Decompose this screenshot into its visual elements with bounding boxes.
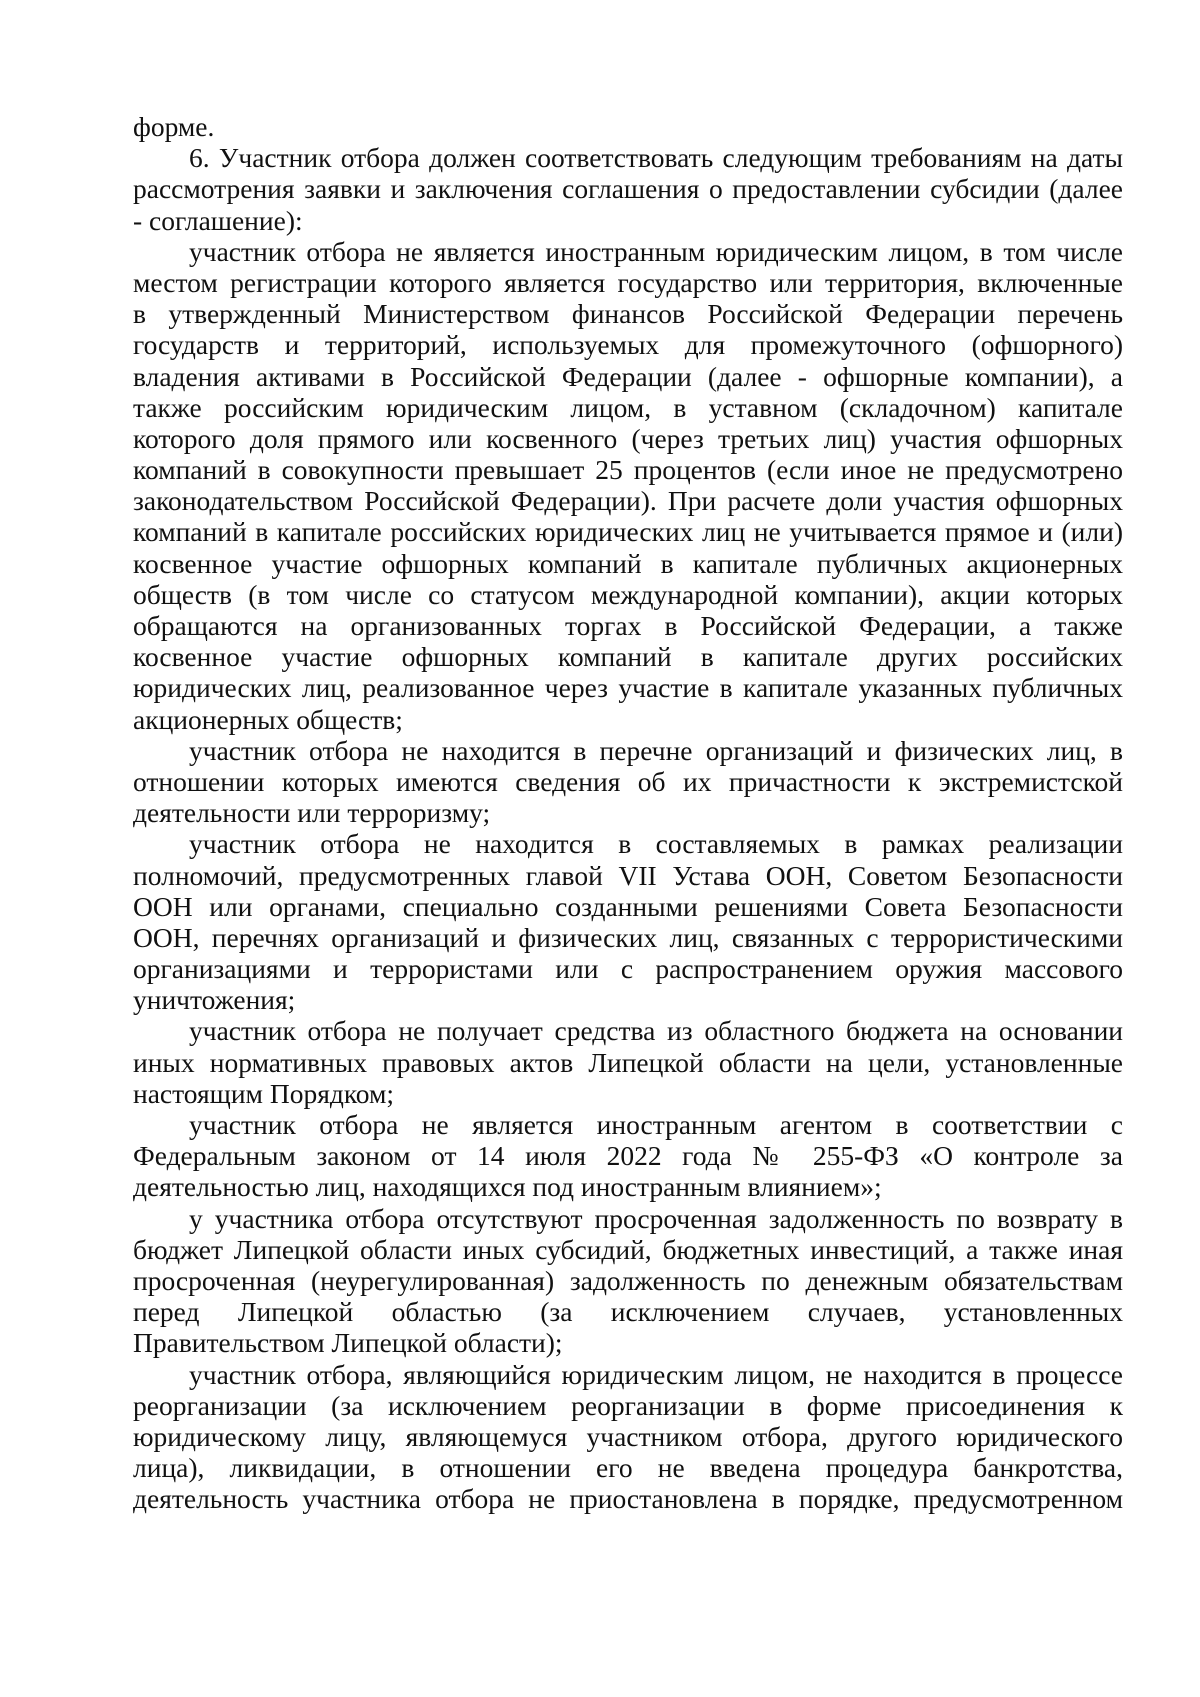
text-line: деятельности или терроризму; <box>133 797 491 829</box>
text-line: форме. <box>133 111 215 142</box>
text-line: компаний в капитале российских юридических лиц не учитывается прямое и (или) <box>133 516 1123 548</box>
text-line: акционерных обществ; <box>133 703 403 735</box>
text-line: участник отбора не получает средства из областного бюджета на основании <box>189 1015 1123 1047</box>
text-line: участник отбора не является иностранным юридическим лицом, в том числе <box>189 235 1123 267</box>
text-line: Федеральным законом от 14 июля 2022 года № 255-ФЗ «О контроле за <box>133 1140 1123 1172</box>
text-line: обращаются на организованных торгах в Российской Федерации, а также <box>133 610 1123 641</box>
text-line: рассмотрения заявки и заключения соглашения о предоставлении субсидии (далее <box>133 173 1123 205</box>
text-line: лица), ликвидации, в отношении его не введена процедура банкротства, <box>133 1452 1123 1484</box>
text-line: деятельность участника отбора не приостановлена в порядке, предусмотренном <box>133 1483 1123 1515</box>
text-line: юридических лиц, реализованное через участие в капитале указанных публичных <box>133 672 1123 704</box>
text-line: ООН или органами, специально созданными решениями Совета Безопасности <box>133 890 1123 922</box>
text-line: просроченная (неурегулированная) задолженность по денежным обязательствам <box>133 1264 1123 1296</box>
text-line: бюджет Липецкой области иных субсидий, бюджетных инвестиций, а также иная <box>133 1233 1123 1265</box>
text-line: косвенное участие офшорных компаний в капитале публичных акционерных <box>133 547 1123 579</box>
text-line: также российским юридическим лицом, в уставном (складочном) капитале <box>133 391 1123 423</box>
text-line: у участника отбора отсутствуют просроченная задолженность по возврату в <box>189 1202 1123 1234</box>
text-line: перед Липецкой областью (за исключением случаев, установленных <box>133 1296 1123 1328</box>
text-line: государств и территорий, используемых для промежуточного (офшорного) <box>133 329 1123 361</box>
text-line: отношении которых имеются сведения об их причастности к экстремистской <box>133 765 1123 797</box>
document-page <box>133 111 1123 1514</box>
text-line: деятельностью лиц, находящихся под иностранным влиянием»; <box>133 1171 882 1203</box>
text-line: участник отбора не находится в перечне организаций и физических лиц, в <box>189 734 1123 766</box>
text-line: уничтожения; <box>133 984 296 1016</box>
text-line: местом регистрации которого является государство или территория, включенные <box>133 266 1123 298</box>
text-line: участник отбора, являющийся юридическим лицом, не находится в процессе <box>189 1358 1123 1390</box>
text-line: организациями и террористами или с распространением оружия массового <box>133 953 1123 985</box>
text-line: 6. Участник отбора должен соответствовать следующим требованиям на даты <box>189 142 1123 174</box>
text-line: законодательством Российской Федерации). При расчете доли участия офшорных <box>133 485 1123 517</box>
text-line: настоящим Порядком; <box>133 1077 395 1109</box>
text-line: участник отбора не находится в составляемых в рамках реализации <box>189 828 1123 860</box>
text-line: обществ (в том числе со статусом международной компании), акции которых <box>133 578 1123 610</box>
text-line: полномочий, предусмотренных главой VII Устава ООН, Советом Безопасности <box>133 859 1123 891</box>
text-line: юридическому лицу, являющемуся участником отбора, другого юридического <box>133 1420 1123 1452</box>
text-line: косвенное участие офшорных компаний в капитале других российских <box>133 641 1123 673</box>
text-line: участник отбора не является иностранным агентом в соответствии с <box>189 1109 1123 1140</box>
text-line: в утвержденный Министерством финансов Российской Федерации перечень <box>133 298 1123 330</box>
text-line: которого доля прямого или косвенного (через третьих лиц) участия офшорных <box>133 422 1123 454</box>
text-line: владения активами в Российской Федерации (далее - офшорные компании), а <box>133 360 1123 392</box>
text-line: иных нормативных правовых актов Липецкой области на цели, установленные <box>133 1046 1123 1078</box>
text-line: Правительством Липецкой области); <box>133 1327 563 1359</box>
text-line: - соглашение): <box>133 204 303 236</box>
text-line: ООН, перечнях организаций и физических лиц, связанных с террористическими <box>133 921 1123 953</box>
text-line: компаний в совокупности превышает 25 процентов (если иное не предусмотрено <box>133 454 1123 486</box>
text-line: реорганизации (за исключением реорганизации в форме присоединения к <box>133 1389 1123 1421</box>
